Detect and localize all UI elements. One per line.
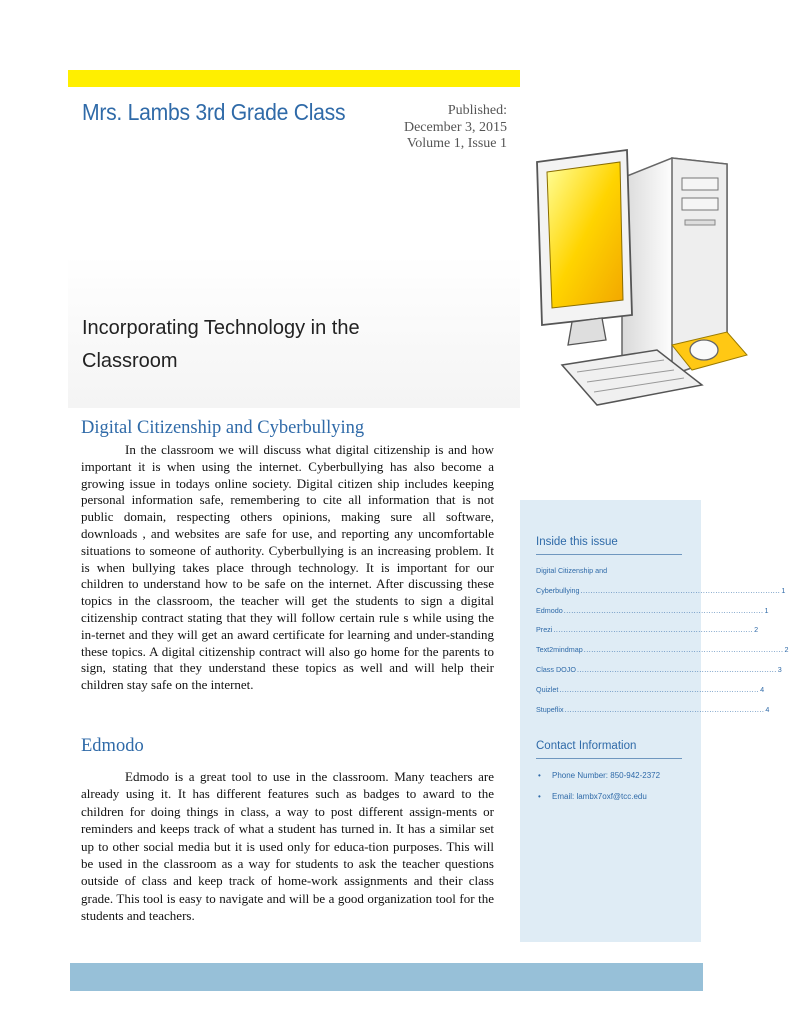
toc-leader: ................................................................................ bbox=[580, 585, 781, 595]
toc-leader: ................................................................................ bbox=[559, 684, 760, 694]
toc-divider bbox=[536, 554, 682, 555]
toc-item-label: Class DOJO bbox=[536, 665, 576, 674]
toc-item bbox=[536, 585, 786, 595]
toc-item bbox=[536, 665, 782, 674]
toc-item-label: Digital Citizenship and bbox=[536, 566, 608, 575]
toc-item-page: 4 bbox=[760, 684, 765, 694]
page-title bbox=[82, 312, 442, 378]
toc-item bbox=[536, 684, 765, 694]
toc-item-label: Text2mindmap bbox=[536, 645, 583, 655]
toc-item-label: Edmodo bbox=[536, 605, 563, 615]
toc-item-label: Stupeflix bbox=[536, 704, 564, 714]
phone-text: Phone Number: 850-942-2372 bbox=[552, 771, 661, 780]
email-text: Email: lambx7oxf@tcc.edu bbox=[552, 792, 647, 801]
toc-item-page: 2 bbox=[784, 645, 789, 655]
toc-item bbox=[536, 566, 688, 575]
published-label: Published: bbox=[447, 103, 507, 118]
sidebar bbox=[520, 500, 789, 942]
toc-item-label: Quizlet bbox=[536, 684, 559, 694]
toc-item-page: 2 bbox=[754, 625, 759, 635]
toc-leader: ................................................................................ bbox=[576, 665, 777, 674]
toc-leader: ................................................................................ bbox=[564, 704, 765, 714]
toc-leader: ................................................................................ bbox=[563, 605, 764, 615]
digital-citizenship-article bbox=[81, 442, 494, 694]
toc-item-label: Cyberbullying bbox=[536, 585, 580, 595]
computer-illustration bbox=[532, 150, 752, 415]
toc-item bbox=[536, 645, 789, 655]
footer-bar bbox=[70, 963, 703, 991]
toc-item-label: Prezi bbox=[536, 625, 553, 635]
section-heading-digital-citizenship: Digital Citizenship and Cyberbullying bbox=[81, 418, 365, 438]
toc-item-page: 1 bbox=[781, 585, 786, 595]
section-heading-edmodo: Edmodo bbox=[81, 736, 144, 756]
publication-date: December 3, 2015 bbox=[403, 119, 507, 135]
edmodo-paragraph: Edmodo is a great tool to use in the classroom. Many teachers are already using it. It has different features such as badges to award to the children for doing things in class, a way to post different assign-ments or reminders and keeps track of what a student has turned in. It has a similar set up to other social media but it is used only for educa-tion purposes. This will be used in the classroom as a way for students to ask the teacher questions outside of class and keep track of home-work assignments and their class grade. This tool is easy to navigate and will be a good organization tool for the students and teachers. bbox=[81, 769, 494, 924]
contact-heading: Contact Information bbox=[536, 740, 637, 752]
volume-issue: Volume 1, Issue 1 bbox=[406, 136, 507, 151]
publication-info bbox=[380, 103, 507, 153]
newsletter-title: Mrs. Lambs 3rd Grade Class bbox=[82, 99, 346, 125]
edmodo-article bbox=[81, 768, 494, 925]
toc-heading: Inside this issue bbox=[536, 536, 618, 548]
contact-divider bbox=[536, 758, 682, 759]
accent-bar bbox=[68, 70, 520, 87]
contact-phone bbox=[536, 771, 660, 780]
bullet-icon: • bbox=[538, 771, 541, 780]
bullet-icon: • bbox=[538, 792, 541, 801]
toc-item-page: 4 bbox=[765, 704, 770, 714]
page-title-line-2: Classroom bbox=[82, 350, 178, 372]
toc-item-page: 3 bbox=[777, 665, 782, 674]
toc-item bbox=[536, 704, 770, 714]
toc-leader: ................................................................................ bbox=[553, 625, 754, 635]
digital-citizenship-paragraph: In the classroom we will discuss what digital citizenship is and how important it is when using the internet. Cyberbullying has also become a growing issue in todays online society. Digital citizen ship includes keeping personal information safe, remembering to cite all information that is not public domain, respecting others opinions, making sure all software, downloads , and websites are safe for use, and reporting any uncomfortable situations to someone of authority. Cyberbullying is an increasing problem. It is when bullying takes place through technology. It is important for our children to understand how to be safe on the internet. After discussing these topics in the classroom, the teacher will get the students to sign a digital citizenship contract stating that they will follow certain rule s while using the in-ternet and they will get an award certificate for learning and under-standing these topics. A digital citizenship contract will also go home for the parents to sign, stating that they understand these topics as well and will help their children stay safe on the internet. bbox=[81, 442, 494, 693]
toc-item bbox=[536, 605, 769, 615]
page-title-line-1: Incorporating Technology in the bbox=[82, 317, 360, 339]
toc-item-page: 1 bbox=[764, 605, 769, 615]
toc-item bbox=[536, 625, 759, 635]
toc-leader: ................................................................................ bbox=[583, 645, 784, 655]
contact-email bbox=[536, 792, 647, 801]
